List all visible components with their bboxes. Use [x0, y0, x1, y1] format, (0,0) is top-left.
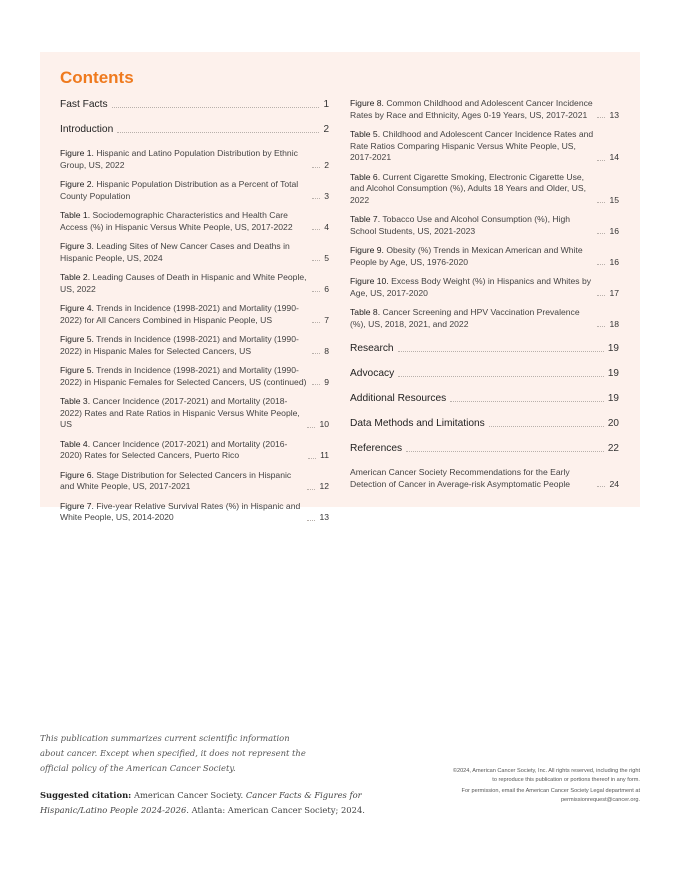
- toc-page-number: 11: [320, 450, 329, 460]
- spacer: [60, 171, 329, 179]
- toc-entry-label: Figure 5.: [60, 365, 94, 375]
- contents-column-left: [60, 98, 329, 524]
- toc-entry-title: Childhood and Adolescent Cancer Incidence Rates and Rate Ratios Comparing Hispanic Versus White People, US, 2017-2021: [350, 129, 594, 162]
- toc-page-number: 3: [324, 190, 329, 201]
- toc-entry-text: Research: [350, 343, 394, 354]
- toc-entry-label: Figure 5.: [60, 334, 94, 344]
- toc-page-number: 19: [607, 368, 619, 379]
- toc-page-number: 5: [324, 252, 329, 263]
- contents-column-right: [350, 98, 619, 490]
- toc-page-number: 8: [324, 345, 329, 356]
- toc-item-link[interactable]: [60, 439, 329, 462]
- dot-leader: [597, 295, 605, 296]
- toc-section-link[interactable]: [350, 342, 619, 355]
- toc-item-link[interactable]: [350, 245, 619, 268]
- dot-leader: [312, 229, 320, 230]
- spacer: [350, 405, 619, 417]
- toc-entry-title: Cancer Incidence (2017-2021) and Mortality (2018-2022) Rates and Rate Ratios in Hispanic Versus White People, US: [60, 396, 300, 429]
- spacer: [60, 111, 329, 123]
- spacer: [350, 430, 619, 442]
- dot-leader: [597, 264, 605, 265]
- dot-leader: [312, 167, 320, 168]
- toc-item-link[interactable]: [350, 172, 619, 207]
- toc-entry-text: References: [350, 443, 403, 454]
- spacer: [350, 268, 619, 276]
- spacer: [60, 264, 329, 272]
- toc-entry-title: Leading Sites of New Cancer Cases and Deaths in Hispanic People, US, 2024: [60, 241, 290, 263]
- toc-section-link[interactable]: [350, 442, 619, 455]
- toc-entry-label: Table 4.: [60, 438, 91, 449]
- toc-page-number: 14: [609, 152, 619, 162]
- spacer: [350, 237, 619, 245]
- toc-page-number: 16: [609, 256, 619, 267]
- toc-entry-text: [350, 214, 593, 237]
- toc-page-number: 13: [609, 109, 619, 120]
- contents-title: Contents: [60, 68, 134, 87]
- toc-entry-text: Fast Facts: [60, 99, 108, 110]
- dot-leader: [597, 160, 605, 161]
- toc-page-number: 16: [609, 225, 619, 236]
- toc-item-link[interactable]: [60, 334, 329, 357]
- toc-page-number: 22: [607, 443, 619, 454]
- toc-item-link[interactable]: [350, 214, 619, 237]
- toc-page-number: 19: [607, 393, 619, 404]
- toc-page-number: 9: [324, 376, 329, 387]
- citation-author: American Cancer Society.: [133, 790, 244, 800]
- dot-leader: [312, 291, 320, 292]
- spacer: [350, 355, 619, 367]
- dot-leader: [117, 132, 319, 133]
- toc-entry-title: Hispanic and Latino Population Distribution by Ethnic Group, US, 2022: [60, 148, 298, 170]
- dot-leader: [597, 486, 605, 487]
- spacer: [60, 388, 329, 396]
- toc-entry-label: Table 8.: [350, 307, 381, 317]
- spacer: [60, 202, 329, 210]
- spacer: [350, 380, 619, 392]
- toc-entry-label: Table 1.: [60, 210, 91, 220]
- toc-entry-text: [60, 501, 303, 524]
- toc-entry-text: Data Methods and Limitations: [350, 418, 485, 429]
- toc-entry-label: Table 5.: [350, 129, 381, 139]
- toc-section-link[interactable]: [60, 123, 329, 136]
- toc-entry-text: [60, 272, 308, 295]
- toc-item-link[interactable]: [350, 307, 619, 330]
- toc-page-number: 17: [609, 287, 619, 298]
- toc-entry-title: Trends in Incidence (1998-2021) and Mortality (1990-2022) for All Cancers Combined in Hispanic People, US: [60, 303, 299, 325]
- permission-text: For permission, email the American Cancer Society Legal department at permissionrequest@cancer.org.: [461, 788, 640, 803]
- dot-leader: [312, 353, 320, 354]
- toc-entry-label: Figure 9.: [350, 245, 384, 255]
- toc-section-link[interactable]: [350, 417, 619, 430]
- toc-entry-title: Cancer Incidence (2017-2021) and Mortality (2016-2020) Rates for Selected Cancers, Puerto Rico: [60, 438, 288, 460]
- toc-entry-text: [350, 307, 593, 330]
- toc-entry-text: Introduction: [60, 124, 114, 135]
- copyright-block: [450, 767, 640, 804]
- toc-entry-text: [60, 303, 308, 326]
- toc-entry-label: Figure 2.: [60, 179, 94, 189]
- toc-entry-label: Figure 4.: [60, 303, 94, 313]
- toc-entry-text: [60, 148, 308, 171]
- toc-entry-title: Common Childhood and Adolescent Cancer Incidence Rates by Race and Ethnicity, Ages 0-19 Years, US, 2017-2021: [350, 98, 593, 120]
- toc-entry-text: Additional Resources: [350, 393, 447, 404]
- toc-page-number: 15: [609, 194, 619, 205]
- toc-entry-label: Figure 3.: [60, 241, 94, 251]
- toc-page-number: 19: [607, 343, 619, 354]
- spacer: [60, 295, 329, 303]
- toc-entry-text: [350, 276, 593, 299]
- dot-leader: [406, 451, 604, 452]
- citation-title: Cancer Facts & Figures for Hispanic/Latino People 2024-2026.: [40, 790, 362, 815]
- toc-entry-title: Excess Body Weight (%) in Hispanics and Whites by Age, US, 2017-2020: [350, 276, 592, 298]
- toc-item-link[interactable]: [60, 303, 329, 326]
- toc-entry-title: American Cancer Society Recommendations for the Early Detection of Cancer in Average-risk Asymptomatic People: [350, 467, 571, 489]
- toc-page-number: 20: [607, 418, 619, 429]
- toc-page-number: 4: [324, 221, 329, 232]
- toc-entry-text: [350, 129, 593, 164]
- toc-page-number: 2: [324, 159, 329, 170]
- dot-leader: [112, 107, 320, 108]
- toc-entry-text: [60, 470, 303, 493]
- toc-entry-label: Table 7.: [350, 214, 381, 224]
- spacer: [60, 462, 329, 470]
- toc-item-link[interactable]: [350, 129, 619, 164]
- dot-leader: [489, 426, 604, 427]
- toc-entry-text: [350, 245, 593, 268]
- dot-leader: [307, 427, 315, 428]
- spacer: [60, 136, 329, 148]
- spacer: [60, 493, 329, 501]
- toc-item-link[interactable]: [60, 272, 329, 295]
- dot-leader: [450, 401, 604, 402]
- citation-publisher: Atlanta: American Cancer Society; 2024.: [191, 805, 365, 815]
- spacer: [350, 164, 619, 172]
- toc-page-number: 6: [324, 283, 329, 294]
- toc-entry-label: Figure 7.: [60, 500, 94, 511]
- toc-item-link[interactable]: [60, 501, 329, 524]
- toc-item-link[interactable]: [350, 276, 619, 299]
- toc-entry-text: [60, 439, 304, 462]
- toc-entry-title: Cancer Screening and HPV Vaccination Prevalence (%), US, 2018, 2021, and 2022: [350, 307, 580, 329]
- spacer: [350, 299, 619, 307]
- toc-item-link[interactable]: [60, 148, 329, 171]
- toc-section-link[interactable]: [60, 98, 329, 111]
- toc-entry-label: Figure 8.: [350, 98, 384, 108]
- toc-entry-text: [60, 334, 308, 357]
- spacer: [350, 121, 619, 129]
- toc-entry-title: Sociodemographic Characteristics and Health Care Access (%) in Hispanic Versus White People, US, 2017-2022: [60, 210, 293, 232]
- toc-entry-text: [350, 467, 593, 490]
- toc-page-number: 12: [319, 481, 329, 491]
- disclaimer-note: This publication summarizes current scientific information about cancer. Except when specified, it does not represent the official policy of the American Cancer Society.: [40, 733, 306, 773]
- dot-leader: [597, 202, 605, 203]
- toc-item-link[interactable]: [60, 396, 329, 431]
- toc-item-link[interactable]: [60, 470, 329, 493]
- toc-entry-label: Figure 6.: [60, 469, 94, 480]
- toc-entry-label: Table 3.: [60, 396, 91, 406]
- toc-entry-title: Obesity (%) Trends in Mexican American and White People by Age, US, 1976-2020: [350, 245, 583, 267]
- toc-entry-text: [60, 365, 308, 388]
- toc-item-link[interactable]: [60, 210, 329, 233]
- spacer: [350, 455, 619, 467]
- toc-entry-title: Five-year Relative Survival Rates (%) in Hispanic and White People, US, 2014-2020: [60, 500, 301, 522]
- toc-page-number: 24: [609, 478, 619, 489]
- toc-page-number: 10: [319, 419, 329, 429]
- spacer: [60, 326, 329, 334]
- copyright-text: ©2024, American Cancer Society, Inc. All rights reserved, including the right to reproduce this publication or portions thereof in any form.: [452, 768, 640, 783]
- dot-leader: [312, 260, 320, 261]
- toc-item-link[interactable]: [60, 241, 329, 264]
- toc-entry-label: Table 6.: [350, 171, 381, 182]
- toc-entry-text: [350, 172, 593, 207]
- suggested-citation: [40, 788, 400, 818]
- toc-item-link[interactable]: [60, 365, 329, 388]
- citation-label: Suggested citation:: [40, 790, 132, 800]
- toc-entry-text: [60, 210, 308, 233]
- toc-entry-text: [60, 396, 303, 431]
- toc-entry-text: [350, 98, 593, 121]
- spacer: [60, 357, 329, 365]
- dot-leader: [597, 233, 605, 234]
- dot-leader: [307, 489, 315, 490]
- dot-leader: [307, 520, 315, 521]
- spacer: [350, 206, 619, 214]
- toc-section-link[interactable]: [350, 367, 619, 380]
- toc-entry-text: [60, 179, 308, 202]
- spacer: [350, 330, 619, 342]
- toc-entry-label: Figure 1.: [60, 148, 94, 158]
- toc-entry-title: Hispanic Population Distribution as a Percent of Total County Population: [60, 179, 299, 201]
- toc-page-number: 7: [324, 314, 329, 325]
- toc-section-link[interactable]: [350, 392, 619, 405]
- toc-entry-title: Tobacco Use and Alcohol Consumption (%), High School Students, US, 2021-2023: [350, 214, 571, 236]
- dot-leader: [398, 351, 604, 352]
- dot-leader: [312, 384, 320, 385]
- dot-leader: [312, 198, 320, 199]
- toc-entry-title: Current Cigarette Smoking, Electronic Cigarette Use, and Alcohol Consumption (%), Adults 18 Years and Older, US, 2022: [350, 171, 586, 205]
- toc-page-number: 13: [319, 512, 329, 522]
- contents-panel: [40, 52, 640, 522]
- toc-entry-text: Advocacy: [350, 368, 395, 379]
- toc-entry-title: Trends in Incidence (1998-2021) and Mortality (1990-2022) in Hispanic Males for Selected Cancers, US: [60, 334, 299, 356]
- toc-entry-text: [60, 241, 308, 264]
- spacer: [60, 431, 329, 439]
- toc-item-link[interactable]: [350, 467, 619, 490]
- dot-leader: [597, 117, 605, 118]
- dot-leader: [312, 322, 320, 323]
- toc-entry-label: Table 2.: [60, 272, 91, 282]
- dot-leader: [597, 326, 605, 327]
- spacer: [60, 233, 329, 241]
- toc-entry-title: Trends in Incidence (1998-2021) and Mortality (1990-2022) in Hispanic Females for Selected Cancers, US (continued): [60, 365, 307, 387]
- toc-item-link[interactable]: [60, 179, 329, 202]
- dot-leader: [398, 376, 604, 377]
- toc-entry-label: Figure 10.: [350, 276, 389, 286]
- toc-entry-title: Stage Distribution for Selected Cancers in Hispanic and White People, US, 2017-2021: [60, 469, 292, 491]
- toc-entry-title: Leading Causes of Death in Hispanic and White People, US, 2022: [60, 272, 307, 294]
- toc-item-link[interactable]: [350, 98, 619, 121]
- toc-page-number: 2: [323, 124, 329, 135]
- dot-leader: [308, 458, 316, 459]
- toc-page-number: 18: [609, 318, 619, 329]
- toc-page-number: 1: [323, 99, 329, 110]
